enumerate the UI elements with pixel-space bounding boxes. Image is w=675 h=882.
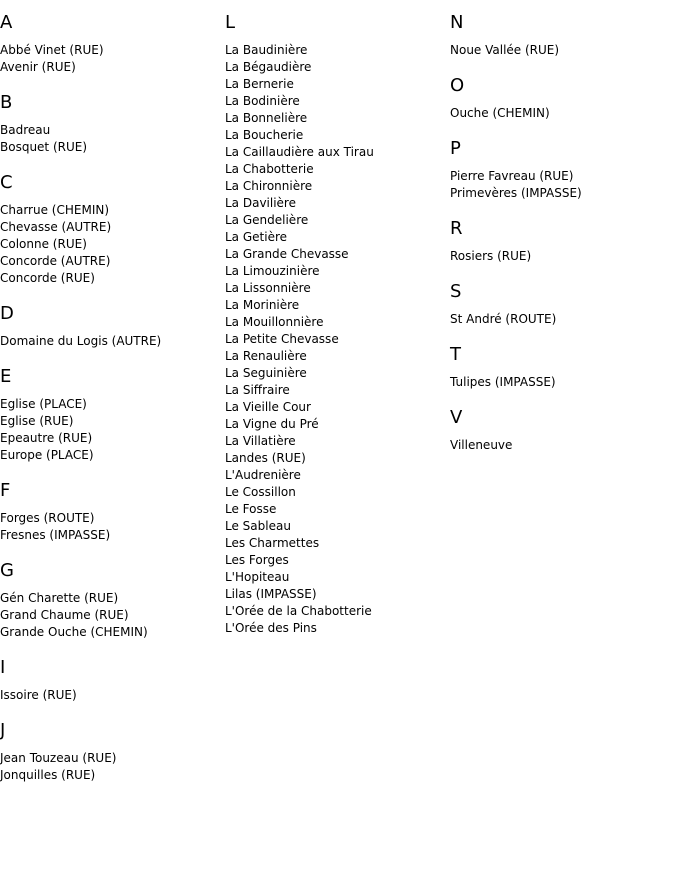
letter-section-g <box>0 560 215 641</box>
street-item[interactable]: Concorde (AUTRE) <box>0 254 111 268</box>
street-list <box>0 202 215 287</box>
letter-section-l <box>225 12 440 637</box>
section-letter-heading: I <box>0 657 6 678</box>
street-item[interactable]: La Gendelière <box>225 213 309 227</box>
letter-section-e <box>0 366 215 464</box>
street-item[interactable]: Badreau <box>0 123 51 137</box>
section-letter-heading: D <box>0 303 14 324</box>
street-item[interactable]: Rosiers (RUE) <box>450 249 532 263</box>
street-item[interactable]: Ouche (CHEMIN) <box>450 106 550 120</box>
street-item[interactable]: La Vieille Cour <box>225 400 311 414</box>
street-item[interactable]: Tulipes (IMPASSE) <box>450 375 556 389</box>
letter-section-b <box>0 92 215 156</box>
section-letter-heading: E <box>0 366 12 387</box>
letter-section-o <box>450 75 670 122</box>
street-item[interactable]: Grand Chaume (RUE) <box>0 608 129 622</box>
street-item[interactable]: L'Orée de la Chabotterie <box>225 604 372 618</box>
street-item[interactable]: La Siffraire <box>225 383 290 397</box>
street-item[interactable]: La Villatière <box>225 434 296 448</box>
street-item[interactable]: Bosquet (RUE) <box>0 140 88 154</box>
street-list <box>450 374 670 391</box>
letter-section-v <box>450 407 670 454</box>
letter-section-t <box>450 344 670 391</box>
street-list <box>450 105 670 122</box>
street-item[interactable]: La Morinière <box>225 298 300 312</box>
street-list <box>0 510 215 544</box>
street-item[interactable]: La Bernerie <box>225 77 294 91</box>
street-item[interactable]: Lilas (IMPASSE) <box>225 587 317 601</box>
street-list <box>450 437 670 454</box>
street-item[interactable]: Primevères (IMPASSE) <box>450 186 582 200</box>
street-item[interactable]: St André (ROUTE) <box>450 312 557 326</box>
street-list <box>0 590 215 641</box>
street-item[interactable]: Abbé Vinet (RUE) <box>0 43 104 57</box>
letter-section-s <box>450 281 670 328</box>
street-item[interactable]: Colonne (RUE) <box>0 237 87 251</box>
street-item[interactable]: La Petite Chevasse <box>225 332 339 346</box>
street-item[interactable]: Villeneuve <box>450 438 513 452</box>
letter-section-a <box>0 12 215 76</box>
street-list <box>0 396 215 464</box>
street-item[interactable]: Avenir (RUE) <box>0 60 76 74</box>
letter-section-n <box>450 12 670 59</box>
street-item[interactable]: Concorde (RUE) <box>0 271 95 285</box>
street-item[interactable]: La Renaulière <box>225 349 307 363</box>
street-item[interactable]: L'Audrenière <box>225 468 301 482</box>
street-item[interactable]: La Vigne du Pré <box>225 417 319 431</box>
street-item[interactable]: La Bodinière <box>225 94 300 108</box>
street-item[interactable]: Europe (PLACE) <box>0 448 94 462</box>
letter-section-i <box>0 657 215 704</box>
section-letter-heading: A <box>0 12 13 33</box>
street-item[interactable]: La Getière <box>225 230 288 244</box>
street-list <box>450 168 670 202</box>
street-list <box>450 42 670 59</box>
section-letter-heading: L <box>225 12 236 33</box>
street-item[interactable]: La Caillaudière aux Tirau <box>225 145 374 159</box>
street-item[interactable]: La Lissonnière <box>225 281 311 295</box>
street-item[interactable]: Le Cossillon <box>225 485 296 499</box>
street-item[interactable]: Epeautre (RUE) <box>0 431 93 445</box>
street-item[interactable]: La Davilière <box>225 196 296 210</box>
section-letter-heading: T <box>450 344 461 365</box>
street-item[interactable]: Forges (ROUTE) <box>0 511 95 525</box>
street-item[interactable]: L'Orée des Pins <box>225 621 317 635</box>
street-item[interactable]: Jonquilles (RUE) <box>0 768 96 782</box>
street-item[interactable]: Noue Vallée (RUE) <box>450 43 560 57</box>
section-letter-heading: N <box>450 12 464 33</box>
section-letter-heading: O <box>450 75 465 96</box>
street-list <box>0 122 215 156</box>
street-item[interactable]: L'Hopiteau <box>225 570 290 584</box>
letter-section-d <box>0 303 215 350</box>
street-item[interactable]: La Chabotterie <box>225 162 314 176</box>
street-list <box>225 42 440 637</box>
street-item[interactable]: Chevasse (AUTRE) <box>0 220 112 234</box>
street-item[interactable]: Issoire (RUE) <box>0 688 77 702</box>
street-item[interactable]: La Seguinière <box>225 366 307 380</box>
street-list <box>0 750 215 784</box>
street-item[interactable]: La Boucherie <box>225 128 304 142</box>
section-letter-heading: B <box>0 92 13 113</box>
street-item[interactable]: La Grande Chevasse <box>225 247 349 261</box>
street-index-column-3 <box>450 12 670 470</box>
section-letter-heading: P <box>450 138 461 159</box>
street-item[interactable]: Les Charmettes <box>225 536 320 550</box>
section-letter-heading: R <box>450 218 463 239</box>
street-item[interactable]: La Limouzinière <box>225 264 320 278</box>
street-index-column-2 <box>225 12 440 653</box>
street-item[interactable]: Landes (RUE) <box>225 451 306 465</box>
section-letter-heading: S <box>450 281 462 302</box>
letter-section-p <box>450 138 670 202</box>
street-item[interactable]: La Bonnelière <box>225 111 308 125</box>
street-item[interactable]: La Mouillonnière <box>225 315 324 329</box>
street-item[interactable]: Domaine du Logis (AUTRE) <box>0 334 162 348</box>
street-item[interactable]: Le Sableau <box>225 519 291 533</box>
street-list <box>0 42 215 76</box>
section-letter-heading: G <box>0 560 14 581</box>
letter-section-c <box>0 172 215 287</box>
street-item[interactable]: Jean Touzeau (RUE) <box>0 751 117 765</box>
letter-section-f <box>0 480 215 544</box>
street-item[interactable]: La Chironnière <box>225 179 313 193</box>
street-item[interactable]: Fresnes (IMPASSE) <box>0 528 111 542</box>
street-item[interactable]: Eglise (RUE) <box>0 414 74 428</box>
street-item[interactable]: Gén Charette (RUE) <box>0 591 119 605</box>
street-list <box>0 333 215 350</box>
street-index-column-1 <box>0 12 215 800</box>
street-item[interactable]: La Baudinière <box>225 43 308 57</box>
street-list <box>0 687 215 704</box>
section-letter-heading: C <box>0 172 13 193</box>
street-item[interactable]: Grande Ouche (CHEMIN) <box>0 625 148 639</box>
letter-section-r <box>450 218 670 265</box>
street-list <box>450 248 670 265</box>
street-item[interactable]: La Bégaudière <box>225 60 312 74</box>
section-letter-heading: F <box>0 480 11 501</box>
letter-section-j <box>0 720 215 784</box>
street-list <box>450 311 670 328</box>
street-item[interactable]: Pierre Favreau (RUE) <box>450 169 574 183</box>
street-item[interactable]: Les Forges <box>225 553 289 567</box>
section-letter-heading: J <box>0 720 6 741</box>
street-item[interactable]: Le Fosse <box>225 502 277 516</box>
section-letter-heading: V <box>450 407 463 428</box>
street-item[interactable]: Eglise (PLACE) <box>0 397 87 411</box>
street-item[interactable]: Charrue (CHEMIN) <box>0 203 110 217</box>
